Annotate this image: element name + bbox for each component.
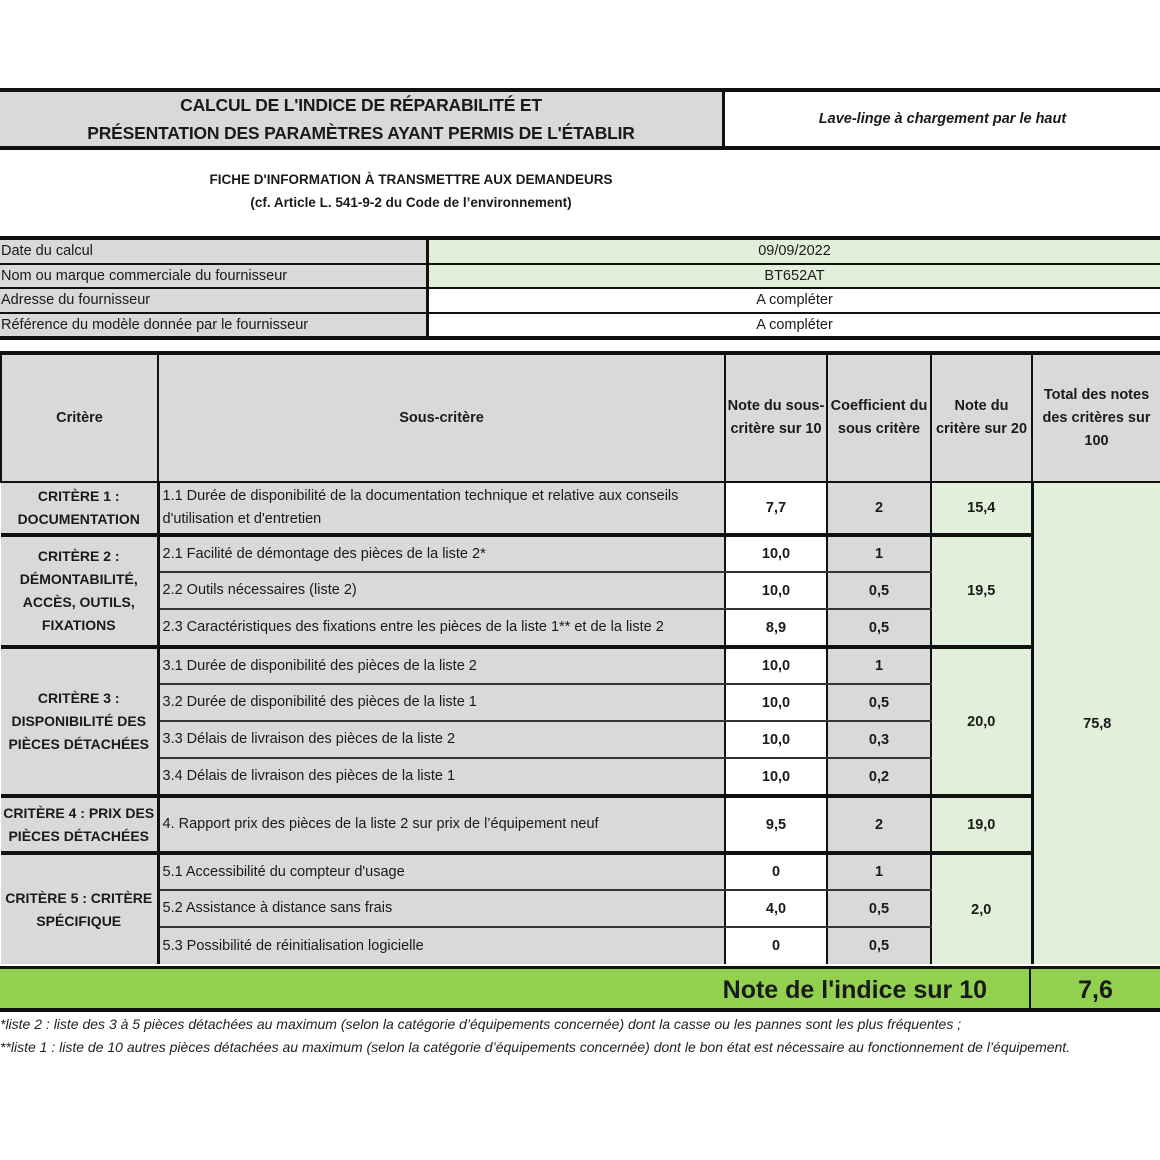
info-value: A compléter — [756, 292, 833, 308]
info-value: A compléter — [756, 316, 833, 333]
product-category: Lave-linge à chargement par le haut — [818, 111, 1067, 127]
info-label: Adresse du fournisseur — [0, 289, 429, 312]
sub-criterion-coefficient: 0,5 — [827, 609, 931, 647]
sub-criterion-coefficient: 2 — [827, 796, 931, 853]
criterion-name: CRITÈRE 4 : PRIX DES PIÈCES DÉTACHÉES — [1, 796, 158, 853]
sub-criterion-label: 5.2 Assistance à distance sans frais — [158, 890, 725, 927]
criterion-score-20: 15,4 — [931, 482, 1032, 535]
sub-criterion-label: 5.3 Possibilité de réinitialisation logicielle — [158, 927, 725, 964]
info-row-date — [0, 240, 1160, 265]
info-label: Nom ou marque commerciale du fournisseur — [0, 265, 429, 288]
fiche-line1: FICHE D'INFORMATION À TRANSMETTRE AUX DEMANDEURS — [209, 172, 613, 187]
sub-criterion-coefficient: 0,5 — [827, 890, 931, 927]
sub-criterion-label: 3.3 Délais de livraison des pièces de la liste 2 — [158, 721, 725, 758]
table-row — [1, 853, 1160, 890]
repairability-table — [0, 351, 1160, 964]
sub-criterion-label: 2.3 Caractéristiques des fixations entre les pièces de la liste 1** et de la liste 2 — [158, 609, 725, 647]
criterion-name: CRITÈRE 5 : CRITÈRE SPÉCIFIQUE — [1, 853, 158, 964]
col-header-total: Total des notes des critères sur 100 — [1032, 353, 1160, 482]
final-score-bar — [0, 966, 1160, 1012]
table-row — [1, 482, 1160, 535]
sub-criterion-label: 5.1 Accessibilité du compteur d'usage — [158, 853, 725, 890]
col-header-note-sous-critere: Note du sous-critère sur 10 — [725, 353, 827, 482]
document-header — [0, 88, 1160, 150]
col-header-sous-critere: Sous-critère — [158, 353, 725, 482]
criterion-score-20: 19,0 — [931, 796, 1032, 853]
sub-criterion-label: 1.1 Durée de disponibilité de la documentation technique et relative aux conseils d'utilisation et d'entretien — [158, 482, 725, 535]
sub-criterion-score: 10,0 — [725, 684, 827, 721]
fiche-line2: (cf. Article L. 541-9-2 du Code de l’environnement) — [250, 195, 572, 210]
header-title — [0, 92, 725, 146]
sub-criterion-label: 3.2 Durée de disponibilité des pièces de la liste 1 — [158, 684, 725, 721]
col-header-critere: Critère — [1, 353, 158, 482]
info-value: BT652AT — [429, 265, 1160, 288]
criterion-name: CRITÈRE 2 : DÉMONTABILITÉ, ACCÈS, OUTILS, FIXATIONS — [1, 535, 158, 647]
sub-criterion-label: 4. Rapport prix des pièces de la liste 2 sur prix de l’équipement neuf — [158, 796, 725, 853]
info-value: 09/09/2022 — [429, 240, 1160, 263]
sub-criterion-score: 10,0 — [725, 572, 827, 609]
sub-criterion-score: 8,9 — [725, 609, 827, 647]
info-row-brand — [0, 265, 1160, 290]
criterion-score-20: 20,0 — [931, 647, 1032, 796]
sub-criterion-coefficient: 0,2 — [827, 758, 931, 796]
info-label: Référence du modèle donnée par le fournisseur — [0, 314, 429, 337]
sub-criterion-coefficient: 0,3 — [827, 721, 931, 758]
table-row — [1, 647, 1160, 684]
table-row — [1, 796, 1160, 853]
sub-criterion-coefficient: 1 — [827, 535, 931, 572]
fiche-heading — [0, 168, 822, 214]
sub-criterion-score: 10,0 — [725, 535, 827, 572]
criterion-name: CRITÈRE 1 : DOCUMENTATION — [1, 482, 158, 535]
sub-criterion-coefficient: 1 — [827, 853, 931, 890]
sub-criterion-label: 2.2 Outils nécessaires (liste 2) — [158, 572, 725, 609]
footnote-liste1: **liste 1 : liste de 10 autres pièces détachées au maximum (selon la catégorie d’équipements concernée) dont le bon état est nécessaire au fonctionnement de l’équipement. — [0, 1039, 1071, 1055]
sub-criterion-coefficient: 0,5 — [827, 684, 931, 721]
table-row — [1, 535, 1160, 572]
final-score-label: Note de l'indice sur 10 — [0, 969, 1031, 1008]
col-header-note-critere: Note du critère sur 20 — [931, 353, 1032, 482]
sub-criterion-score: 0 — [725, 853, 827, 890]
footnote-liste2: *liste 2 : liste des 3 à 5 pièces détachées au maximum (selon la catégorie d’équipements concernée) dont la casse ou les pannes sont les plus fréquentes ; — [0, 1016, 962, 1032]
sub-criterion-label: 2.1 Facilité de démontage des pièces de la liste 2* — [158, 535, 725, 572]
criterion-score-20: 19,5 — [931, 535, 1032, 647]
header-title-line2: PRÉSENTATION DES PARAMÈTRES AYANT PERMIS DE L'ÉTABLIR — [87, 123, 635, 143]
sub-criterion-score: 10,0 — [725, 647, 827, 684]
sub-criterion-score: 10,0 — [725, 758, 827, 796]
sub-criterion-score: 10,0 — [725, 721, 827, 758]
info-label: Date du calcul — [0, 240, 429, 263]
info-row-model-ref — [0, 314, 1160, 337]
sub-criterion-coefficient: 0,5 — [827, 572, 931, 609]
info-row-address — [0, 289, 1160, 314]
sub-criterion-coefficient: 0,5 — [827, 927, 931, 964]
criterion-name: CRITÈRE 3 : DISPONIBILITÉ DES PIÈCES DÉTACHÉES — [1, 647, 158, 796]
supplier-info-table — [0, 236, 1160, 340]
sub-criterion-label: 3.4 Délais de livraison des pièces de la liste 1 — [158, 758, 725, 796]
sub-criterion-label: 3.1 Durée de disponibilité des pièces de la liste 2 — [158, 647, 725, 684]
col-header-coefficient: Coefficient du sous critère — [827, 353, 931, 482]
final-score-value: 7,6 — [1078, 976, 1113, 1004]
sub-criterion-score: 7,7 — [725, 482, 827, 535]
sub-criterion-coefficient: 2 — [827, 482, 931, 535]
sub-criterion-score: 4,0 — [725, 890, 827, 927]
sub-criterion-coefficient: 1 — [827, 647, 931, 684]
header-title-line1: CALCUL DE L'INDICE DE RÉPARABILITÉ ET — [180, 95, 542, 115]
criterion-score-20: 2,0 — [931, 853, 1032, 964]
sub-criterion-score: 9,5 — [725, 796, 827, 853]
total-score-100: 75,8 — [1032, 482, 1160, 964]
sub-criterion-score: 0 — [725, 927, 827, 964]
footnotes — [0, 1013, 1150, 1059]
